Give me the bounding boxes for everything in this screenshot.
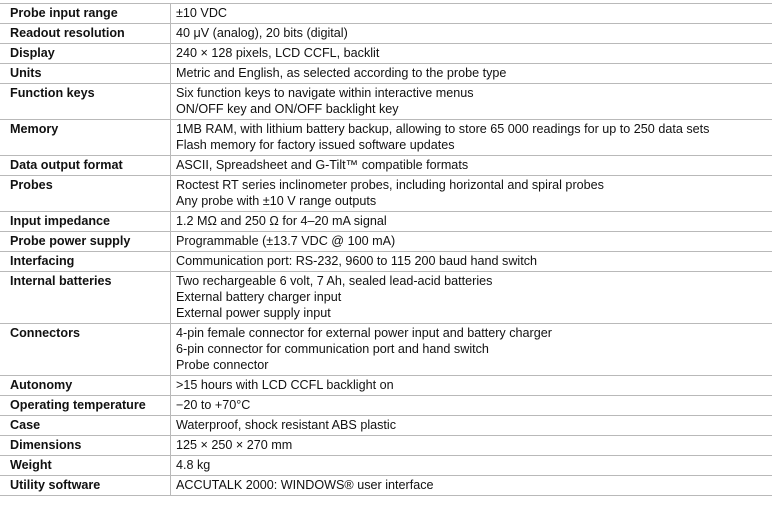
spec-value (171, 376, 773, 396)
spec-value-line: 6-pin connector for communication port and hand switch (176, 342, 489, 356)
spec-row (0, 324, 772, 376)
spec-value-line: Communication port: RS-232, 9600 to 115 200 baud hand switch (176, 254, 538, 268)
spec-label: Internal batteries (0, 272, 171, 324)
spec-value (171, 120, 773, 156)
spec-label: Probe power supply (0, 232, 171, 252)
spec-value-line: Waterproof, shock resistant ABS plastic (176, 418, 397, 432)
spec-row (0, 212, 772, 232)
spec-value-line: 240 × 128 pixels, LCD CCFL, backlit (176, 46, 380, 60)
spec-label: Probe input range (0, 4, 171, 24)
spec-value-line: 4.8 kg (176, 458, 211, 472)
spec-value (171, 176, 773, 212)
spec-value-line: Two rechargeable 6 volt, 7 Ah, sealed lead-acid batteries (176, 274, 493, 288)
spec-value-line: ON/OFF key and ON/OFF backlight key (176, 102, 399, 116)
spec-label: Operating temperature (0, 396, 171, 416)
spec-row (0, 232, 772, 252)
spec-row (0, 120, 772, 156)
spec-value-line: Any probe with ±10 V range outputs (176, 194, 377, 208)
spec-row (0, 64, 772, 84)
spec-row (0, 84, 772, 120)
spec-label: Weight (0, 456, 171, 476)
spec-value (171, 44, 773, 64)
spec-value (171, 456, 773, 476)
spec-value (171, 212, 773, 232)
spec-value-line: Roctest RT series inclinometer probes, including horizontal and spiral probes (176, 178, 604, 192)
spec-label: Autonomy (0, 376, 171, 396)
spec-value (171, 84, 773, 120)
spec-row (0, 396, 772, 416)
spec-value-line: ASCII, Spreadsheet and G-Tilt™ compatible formats (176, 158, 469, 172)
spec-label: Dimensions (0, 436, 171, 456)
spec-label: Interfacing (0, 252, 171, 272)
spec-label: Display (0, 44, 171, 64)
spec-value-line: 1MB RAM, with lithium battery backup, allowing to store 65 000 readings for up to 250 data sets (176, 122, 710, 136)
spec-value-line: 40 μV (analog), 20 bits (digital) (176, 26, 348, 40)
spec-value-line: External battery charger input (176, 290, 342, 304)
spec-value (171, 416, 773, 436)
spec-label: Data output format (0, 156, 171, 176)
spec-label: Utility software (0, 476, 171, 496)
specifications-body (0, 4, 772, 496)
spec-value-line: Six function keys to navigate within interactive menus (176, 86, 474, 100)
spec-value (171, 4, 773, 24)
spec-value-line: −20 to +70°C (176, 398, 251, 412)
spec-value (171, 24, 773, 44)
spec-value-line: Flash memory for factory issued software updates (176, 138, 455, 152)
spec-value (171, 396, 773, 416)
spec-row (0, 44, 772, 64)
spec-value-line: ±10 VDC (176, 6, 228, 20)
specifications-table (0, 3, 772, 496)
spec-label: Memory (0, 120, 171, 156)
spec-label: Probes (0, 176, 171, 212)
spec-row (0, 272, 772, 324)
spec-label: Case (0, 416, 171, 436)
spec-label: Connectors (0, 324, 171, 376)
spec-value (171, 156, 773, 176)
spec-value-line: Programmable (±13.7 VDC @ 100 mA) (176, 234, 396, 248)
spec-value-line: External power supply input (176, 306, 331, 320)
spec-row (0, 376, 772, 396)
spec-row (0, 24, 772, 44)
spec-value (171, 252, 773, 272)
spec-value (171, 476, 773, 496)
spec-row (0, 4, 772, 24)
spec-value-line: >15 hours with LCD CCFL backlight on (176, 378, 394, 392)
spec-label: Function keys (0, 84, 171, 120)
spec-label: Units (0, 64, 171, 84)
spec-value (171, 232, 773, 252)
spec-value-line: ACCUTALK 2000: WINDOWS® user interface (176, 478, 434, 492)
spec-value-line: 125 × 250 × 270 mm (176, 438, 293, 452)
spec-row (0, 436, 772, 456)
spec-value-line: 1.2 MΩ and 250 Ω for 4–20 mA signal (176, 214, 387, 228)
spec-row (0, 476, 772, 496)
spec-row (0, 252, 772, 272)
spec-value (171, 324, 773, 376)
spec-label: Input impedance (0, 212, 171, 232)
spec-value (171, 436, 773, 456)
spec-value (171, 272, 773, 324)
spec-row (0, 456, 772, 476)
spec-row (0, 156, 772, 176)
spec-value-line: 4-pin female connector for external power input and battery charger (176, 326, 552, 340)
spec-row (0, 416, 772, 436)
spec-row (0, 176, 772, 212)
spec-value-line: Probe connector (176, 358, 269, 372)
spec-value-line: Metric and English, as selected according to the probe type (176, 66, 507, 80)
spec-value (171, 64, 773, 84)
spec-label: Readout resolution (0, 24, 171, 44)
